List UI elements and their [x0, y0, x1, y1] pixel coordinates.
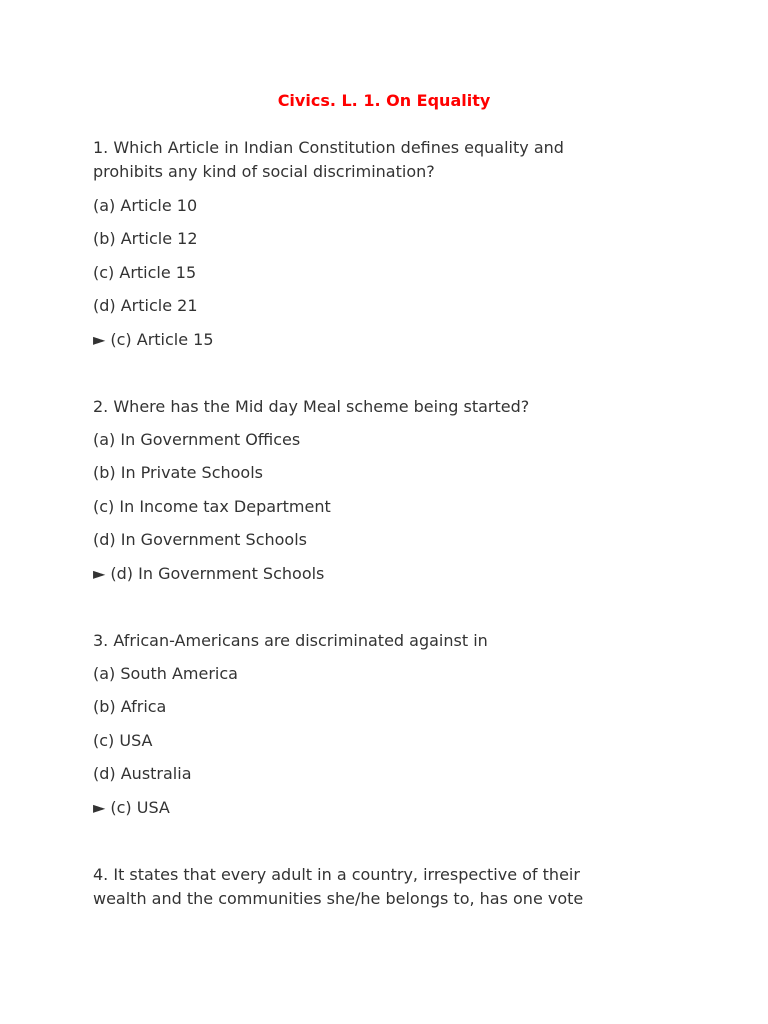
question-1-text-line-1: 1. Which Article in Indian Constitution defines equality and — [93, 138, 564, 157]
question-2-text-line-1: 2. Where has the Mid day Meal scheme being started? — [93, 397, 530, 416]
question-3-option-d: (d) Australia — [93, 764, 192, 783]
question-1-answer: ► (c) Article 15 — [93, 330, 214, 349]
page-title: Civics. L. 1. On Equality — [277, 91, 491, 110]
question-2-option-a: (a) In Government Offices — [93, 430, 301, 449]
question-3-option-a: (a) South America — [93, 664, 238, 683]
question-3-text-line-1: 3. African-Americans are discriminated against in — [93, 631, 488, 650]
question-4-text-line-1: 4. It states that every adult in a country, irrespective of their — [93, 865, 580, 884]
question-2-option-b: (b) In Private Schools — [93, 463, 263, 482]
question-1-option-c: (c) Article 15 — [93, 263, 197, 282]
question-4-text-line-2: wealth and the communities she/he belongs to, has one vote — [93, 889, 584, 908]
question-2-option-c: (c) In Income tax Department — [93, 497, 331, 516]
question-3-answer: ► (c) USA — [93, 798, 170, 817]
question-2-option-d: (d) In Government Schools — [93, 530, 307, 549]
question-3-option-b: (b) Africa — [93, 697, 167, 716]
question-1-option-b: (b) Article 12 — [93, 229, 198, 248]
question-1-option-a: (a) Article 10 — [93, 196, 198, 215]
question-3-option-c: (c) USA — [93, 731, 153, 750]
question-2-answer: ► (d) In Government Schools — [93, 564, 325, 583]
question-1-option-d: (d) Article 21 — [93, 296, 198, 315]
question-1-text-line-2: prohibits any kind of social discrimination? — [93, 162, 435, 181]
